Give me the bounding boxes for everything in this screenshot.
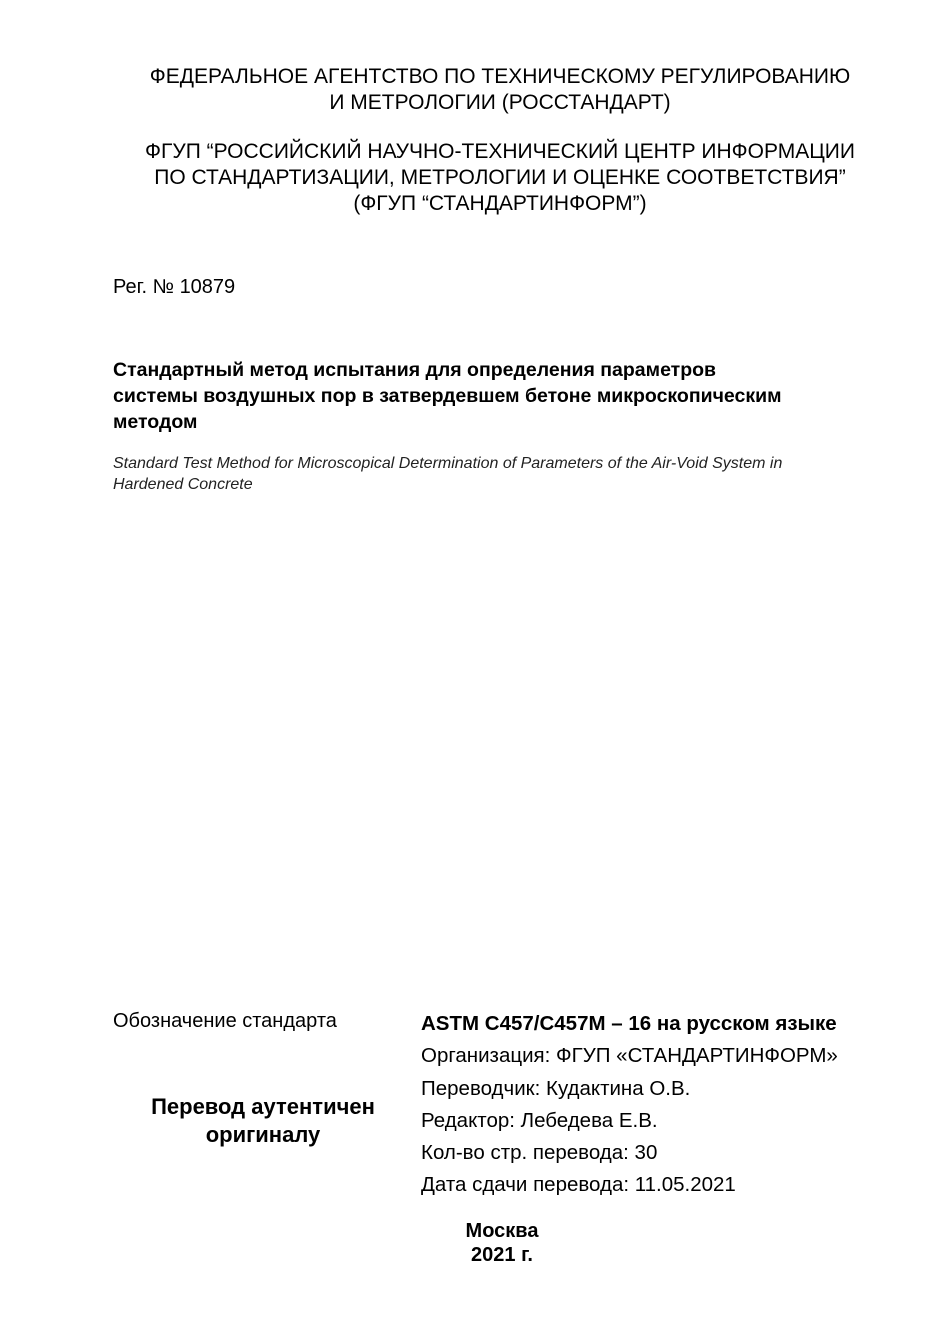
title-line: Hardened Concrete: [113, 476, 253, 493]
footer-city: Москва: [465, 1220, 539, 1242]
document-title-english: [113, 453, 913, 495]
agency-line: ФЕДЕРАЛЬНОЕ АГЕНТСТВО ПО ТЕХНИЧЕСКОМУ РЕГУЛИРОВАНИЮ: [149, 65, 851, 88]
authenticity-statement: [118, 1093, 408, 1149]
designation-label: Обозначение стандарта: [113, 1010, 337, 1032]
organization-line: ПО СТАНДАРТИЗАЦИИ, МЕТРОЛОГИИ И ОЦЕНКЕ СООТВЕТСТВИЯ”: [154, 166, 846, 189]
title-line: системы воздушных пор в затвердевшем бетоне микроскопическим: [113, 385, 782, 407]
organization-header: [60, 139, 940, 217]
standard-designation: ASTM C457/C457M – 16 на русском языке: [421, 1012, 837, 1035]
delivery-date-info: Дата сдачи перевода: 11.05.2021: [421, 1173, 736, 1197]
title-line: Standard Test Method for Microscopical Determination of Parameters of the Air-Void System in: [113, 455, 783, 472]
translation-info: [421, 1010, 838, 1204]
agency-line: И МЕТРОЛОГИИ (РОССТАНДАРТ): [329, 91, 671, 114]
authenticity-line: Перевод аутентичен: [151, 1094, 375, 1119]
title-line: Стандартный метод испытания для определения параметров: [113, 359, 717, 381]
agency-header: [60, 64, 940, 116]
authenticity-line: оригиналу: [205, 1122, 321, 1147]
registration-number: Рег. № 10879: [113, 276, 236, 298]
organization-line: ФГУП “РОССИЙСКИЙ НАУЧНО-ТЕХНИЧЕСКИЙ ЦЕНТР ИНФОРМАЦИИ: [145, 140, 855, 163]
document-title-russian: [113, 357, 913, 435]
footer-year: 2021 г.: [471, 1244, 533, 1266]
title-line: методом: [113, 411, 198, 433]
translator-info: Переводчик: Кудактина О.В.: [421, 1076, 691, 1100]
organization-line: (ФГУП “СТАНДАРТИНФОРМ”): [353, 192, 647, 215]
page-count-info: Кол-во стр. перевода: 30: [421, 1141, 658, 1165]
editor-info: Редактор: Лебедева Е.В.: [421, 1108, 658, 1132]
footer: [402, 1219, 602, 1267]
organization-info: Организация: ФГУП «СТАНДАРТИНФОРМ»: [421, 1044, 838, 1068]
